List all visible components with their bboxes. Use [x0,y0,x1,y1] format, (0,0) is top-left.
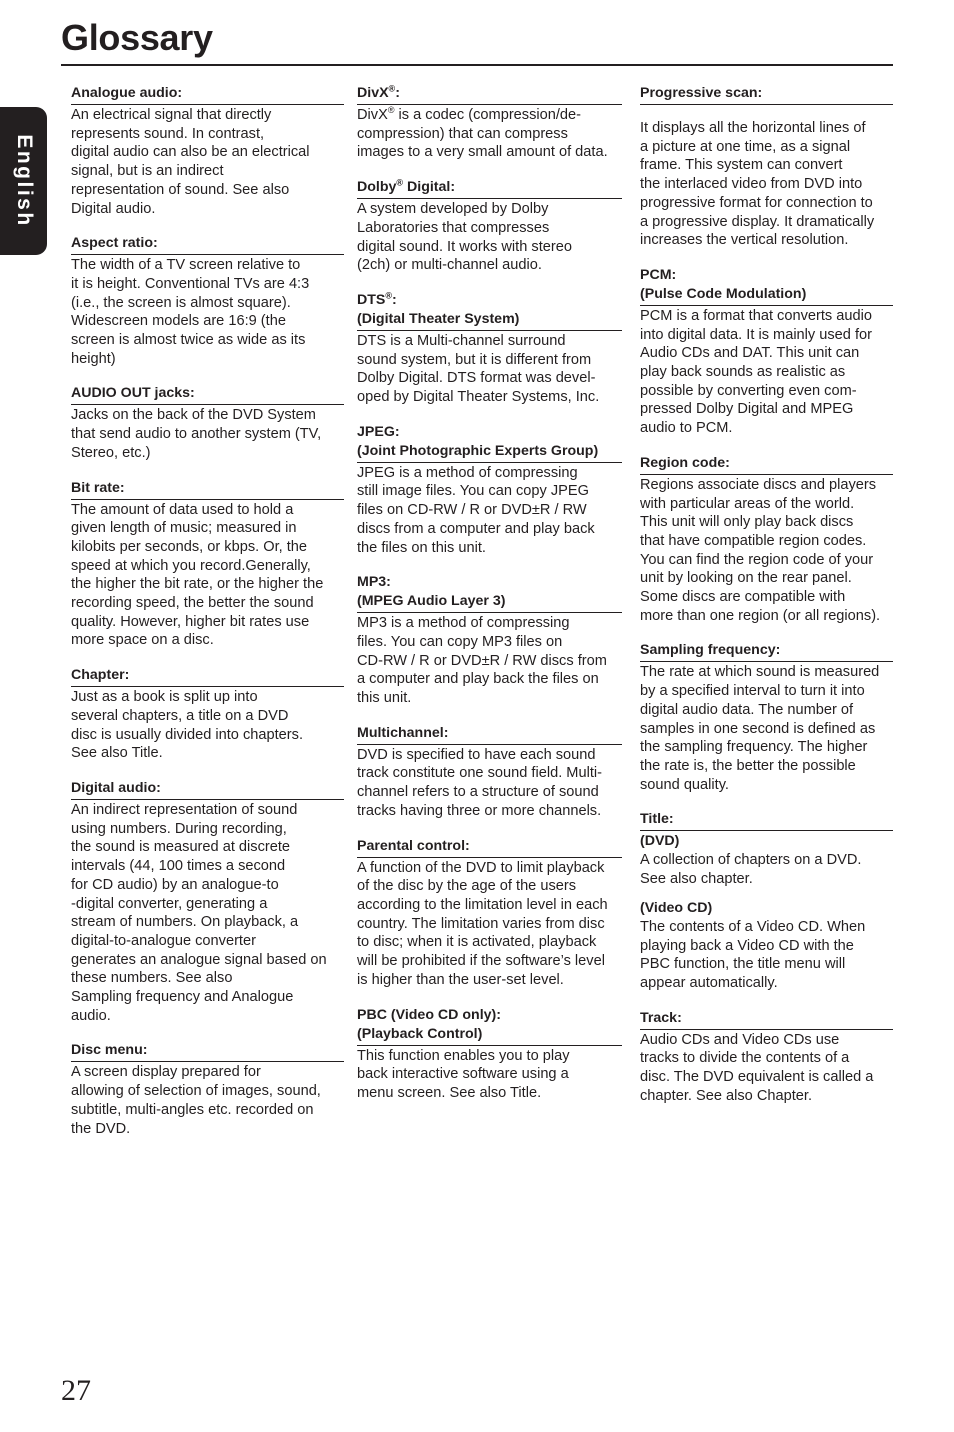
glossary-entry [71,234,344,368]
glossary-term: Chapter: [71,666,344,687]
registered-mark: ® [387,105,395,116]
glossary-definition: MP3 is a method of compressing files. You can copy MP3 files on CD-RW / R or DVD±R / RW discs from a computer and play back the files on this unit. [357,615,607,707]
glossary-entry-divx [357,84,622,162]
term-subtitle: (Joint Photographic Experts Group) [357,442,599,459]
glossary-entry-dts [357,291,622,407]
term-text: : [395,85,400,101]
glossary-term: Progressive scan: [640,84,893,105]
term-text: MP3: [357,574,391,591]
glossary-entry-progressive [640,84,893,250]
glossary-definition: DTS is a Multi-channel surround sound system, but it is different from Dolby Digital. DTS format was devel- oped by Digital Theater Systems, Inc. [357,332,600,406]
glossary-definition: It displays all the horizontal lines of a picture at one time, as a signal frame. This system can convert the interlaced video from DVD into progressive format for connection to a progressive display. It dramatically increases the vertical resolution. [640,120,875,249]
glossary-term: Analogue audio: [71,84,344,105]
glossary-entry-sampling [640,641,893,794]
glossary-term: Multichannel: [357,724,622,745]
glossary-definition: A system developed by Dolby Laboratories that compresses digital sound. It works with stereo (2ch) or multi-channel audio. [357,201,572,274]
glossary-entry-title [640,810,893,992]
glossary-definition: The width of a TV screen relative to it is height. Conventional TVs are 4:3 (i.e., the screen is almost square). Widescreen models are 16:9 (the screen is almost twice as wide as its height) [71,257,310,367]
glossary-definition: A collection of chapters on a DVD. See also chapter. [640,852,862,888]
glossary-definition: Just as a book is split up into several chapters, a title on a DVD disc is usually divided into chapters. See also Title. [71,689,303,762]
glossary-column-3 [640,84,893,1121]
glossary-entry-parental [357,837,622,990]
glossary-entry-track [640,1009,893,1106]
term-subtitle: (Digital Theater System) [357,310,520,327]
glossary-term [357,1006,622,1046]
glossary-term [357,84,622,105]
term-subtitle: (Playback Control) [357,1025,483,1042]
term-subtitle: (Pulse Code Modulation) [640,285,807,302]
glossary-entry-multichannel [357,724,622,821]
glossary-definition: An indirect representation of sound using numbers. During recording, the sound is measured at discrete intervals (44, 100 times a second for CD audio) by an analogue-to -digital converter, generating a stream of numbers. On playback, a digital-to-analogue converter generates an analogue signal based on these numbers. See also Sampling frequency and Analogue audio. [71,801,327,1024]
glossary-definition: PCM is a format that converts audio into digital data. It is mainly used for Audio CDs and DAT. This unit can play back sounds as realistic as possible by converting even com- pressed Dolby Digital and MPEG audio to PCM. [640,307,872,437]
term-text: PBC (Video CD only): [357,1006,501,1023]
glossary-entry [71,384,344,462]
glossary-term: AUDIO OUT jacks: [71,384,344,405]
term-subheading: (DVD) [640,833,680,850]
glossary-entry [71,666,344,763]
term-text: PCM: [640,266,677,283]
glossary-definition: This function enables you to play back interactive software using a menu screen. See also Title. [357,1047,570,1101]
glossary-term [357,291,622,331]
definition-text: DivX [357,107,388,123]
glossary-term: Aspect ratio: [71,234,344,255]
glossary-term: Sampling frequency: [640,641,893,662]
registered-mark: ® [388,83,396,94]
glossary-entry-jpeg [357,423,622,558]
page-title: Glossary [61,17,213,58]
glossary-term: Region code: [640,454,893,475]
glossary-definition: An electrical signal that directly represents sound. In contrast, digital audio can also be an electrical signal, but is an indirect representation of sound. See also Digital audio. [71,107,310,217]
term-text: DTS [357,291,386,308]
glossary-entry-dolby [357,178,622,275]
glossary-entry-pcm [640,266,893,438]
glossary-entry-region [640,454,893,626]
glossary-entry [71,1041,344,1138]
registered-mark: ® [396,177,404,188]
term-text: JPEG: [357,423,400,440]
term-subheading: (Video CD) [640,899,713,916]
glossary-term: Bit rate: [71,479,344,500]
glossary-column-2 [357,84,622,1119]
page-number: 27 [61,1374,91,1407]
term-text: Digital: [403,179,456,196]
glossary-definition: Audio CDs and Video CDs use tracks to divide the contents of a disc. The DVD equivalent is called a chapter. See also Chapter. [640,1031,874,1104]
glossary-definition: JPEG is a method of compressing still image files. You can copy JPEG files on CD-RW / R or DVD±R / RW discs from a computer and play back the files on this unit. [357,464,595,556]
glossary-definition: The amount of data used to hold a given length of music; measured in kilobits per seconds, or kbps. Or, the speed at which you record.Generally, the higher the bit rate, or the higher the recording speed, the better the sound quality. However, higher bit rates use more space on a disc. [71,501,324,649]
glossary-definition: A function of the DVD to limit playback of the disc by the age of the users according to the limitation level in each country. The limitation varies from disc to disc; when it is activated, playback will be prohibited if the software’s level is higher than the user-set level. [357,859,608,988]
glossary-entry [71,84,344,218]
glossary-entry-pbc [357,1006,622,1103]
glossary-term: Digital audio: [71,779,344,800]
title-divider [61,64,893,66]
glossary-entry-mp3 [357,573,622,708]
registered-mark: ® [385,290,393,301]
glossary-term [357,423,622,463]
glossary-entry [71,779,344,1025]
glossary-term: Title: [640,810,893,831]
glossary-term [640,266,893,306]
glossary-term [357,573,622,613]
glossary-definition: Jacks on the back of the DVD System that send audio to another system (TV, Stereo, etc.) [71,407,322,461]
term-text: Dolby [357,179,397,196]
glossary-definition: A screen display prepared for allowing of selection of images, sound, subtitle, multi-angles etc. recorded on the DVD. [71,1064,321,1137]
glossary-entry [71,479,344,651]
glossary-term [357,178,622,199]
term-subtitle: (MPEG Audio Layer 3) [357,593,506,610]
glossary-term: Parental control: [357,837,622,858]
term-text: : [392,291,397,308]
glossary-term: Disc menu: [71,1041,344,1062]
term-text: DivX [357,85,389,101]
definition-text: is a codec (compression/de- compression) that can compress images to a very small amount of data. [357,107,608,161]
glossary-definition: DVD is specified to have each sound track constitute one sound field. Multi- channel refers to a structure of sound tracks having three or more channels. [357,746,602,819]
glossary-definition: The rate at which sound is measured by a specified interval to turn it into digital audio data. The number of samples in one second is defined as the sampling frequency. The higher the rate is, the better the possible sound quality. [640,664,880,793]
side-tab-label: English [12,134,36,228]
glossary-column-1 [71,84,344,1154]
glossary-definition [357,106,622,162]
glossary-term: Track: [640,1009,893,1030]
glossary-definition: Regions associate discs and players with particular areas of the world. This unit will only play back discs that have compatible region codes. You can find the region code of your unit by looking on the rear panel. Some discs are compatible with more than one region (or all regions). [640,476,881,624]
glossary-definition: The contents of a Video CD. When playing back a Video CD with the PBC function, the title menu will appear automatically. [640,918,866,991]
language-side-tab [0,107,47,255]
